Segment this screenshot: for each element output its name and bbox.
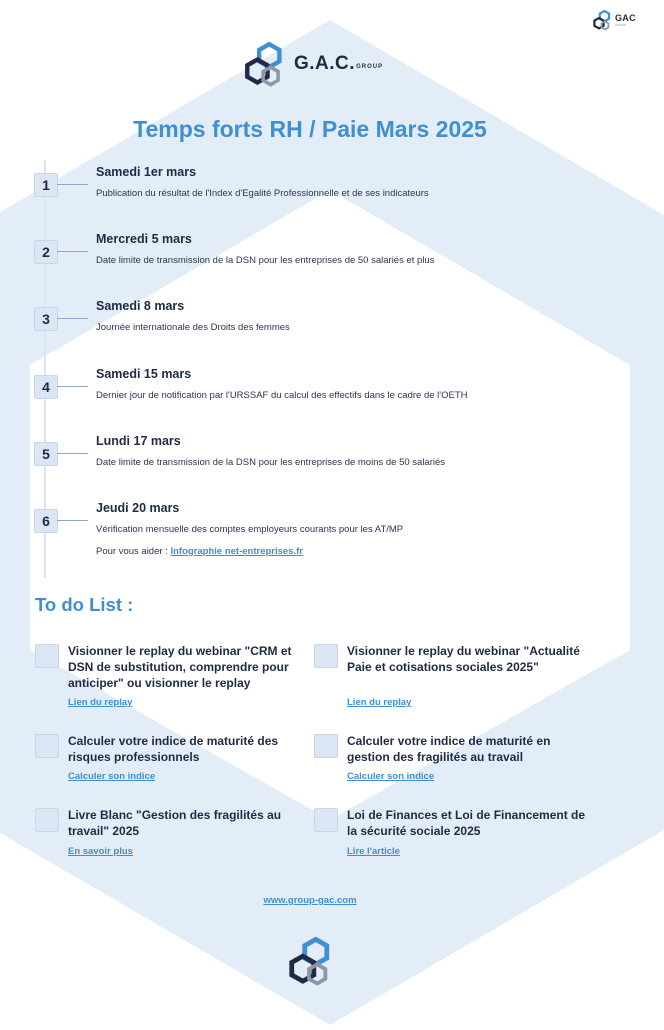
todo-link-savoir-plus[interactable]: En savoir plus xyxy=(68,846,133,857)
todo-link-replay[interactable]: Lien du replay xyxy=(347,697,412,708)
todo-list-title: To do List : xyxy=(35,594,134,615)
main-logo xyxy=(242,40,383,88)
todo-text: Calculer votre indice de maturité des risques professionnels xyxy=(68,734,279,764)
event-connector xyxy=(57,386,88,387)
todo-text: Visionner le replay du webinar "Actualité Paie et cotisations sociales 2025" xyxy=(347,644,580,674)
gac-logo-icon xyxy=(592,10,612,30)
todo-checkbox[interactable] xyxy=(314,644,338,668)
bottom-logo xyxy=(286,935,334,992)
event-description: Date limite de transmission de la DSN pour les entreprises de moins de 50 salariés xyxy=(96,457,446,468)
event-number: 3 xyxy=(34,307,58,331)
event-connector xyxy=(57,520,88,521)
event-help xyxy=(96,546,303,557)
todo-checkbox[interactable] xyxy=(35,644,59,668)
event-description: Publication du résultat de l'Index d'Egalité Professionnelle et de ses indicateurs xyxy=(96,188,429,199)
todo-link-article[interactable]: Lire l'article xyxy=(347,846,400,857)
corner-logo xyxy=(592,10,636,30)
event-date: Lundi 17 mars xyxy=(96,434,181,448)
gac-logo-icon xyxy=(242,40,286,88)
event-number: 5 xyxy=(34,442,58,466)
todo-link-indice[interactable]: Calculer son indice xyxy=(68,771,156,782)
logo-suffix: GROUP xyxy=(356,64,384,70)
event-connector xyxy=(57,251,88,252)
event-description: Date limite de transmission de la DSN pour les entreprises de 50 salariés et plus xyxy=(96,255,435,266)
event-date: Jeudi 20 mars xyxy=(96,501,180,515)
event-date: Samedi 15 mars xyxy=(96,367,192,381)
todo-text: Calculer votre indice de maturité en gestion des fragilités au travail xyxy=(347,734,551,764)
event-date: Samedi 1er mars xyxy=(96,165,197,179)
help-prefix: Pour vous aider : xyxy=(96,546,171,557)
event-date: Samedi 8 mars xyxy=(96,299,185,313)
event-description: Dernier jour de notification par l'URSSAF du calcul des effectifs dans le cadre de l'OETH xyxy=(96,390,468,401)
page-title: Temps forts RH / Paie Mars 2025 xyxy=(133,116,487,142)
event-description: Journée internationale des Droits des femmes xyxy=(96,322,290,333)
event-description: Vérification mensuelle des comptes employeurs courants pour les AT/MP xyxy=(96,524,404,535)
todo-text: Livre Blanc "Gestion des fragilités au travail" 2025 xyxy=(68,808,282,838)
infographie-link[interactable]: Infographie net-entreprises.fr xyxy=(170,546,303,557)
corner-logo-suffix: GROUP xyxy=(615,22,627,27)
event-number: 1 xyxy=(34,173,58,197)
todo-text: Loi de Finances et Loi de Financement de la sécurité sociale 2025 xyxy=(347,808,586,838)
event-number: 2 xyxy=(34,240,58,264)
gac-logo-icon xyxy=(286,935,334,987)
event-date: Mercredi 5 mars xyxy=(96,232,192,246)
todo-checkbox[interactable] xyxy=(35,808,59,832)
todo-checkbox[interactable] xyxy=(314,808,338,832)
event-number: 6 xyxy=(34,509,58,533)
logo-name: G.A.C. xyxy=(294,53,356,74)
event-connector xyxy=(57,184,88,185)
website-link[interactable]: www.group-gac.com xyxy=(263,895,357,906)
event-connector xyxy=(57,318,88,319)
todo-text: Visionner le replay du webinar "CRM et DSN de substitution, comprendre pour anticiper" ou visionner le replay xyxy=(68,644,292,690)
todo-checkbox[interactable] xyxy=(35,734,59,758)
corner-logo-name: GAC xyxy=(615,12,636,23)
todo-checkbox[interactable] xyxy=(314,734,338,758)
todo-link-replay[interactable]: Lien du replay xyxy=(68,697,133,708)
event-connector xyxy=(57,453,88,454)
event-number: 4 xyxy=(34,375,58,399)
todo-link-indice[interactable]: Calculer son indice xyxy=(347,771,435,782)
